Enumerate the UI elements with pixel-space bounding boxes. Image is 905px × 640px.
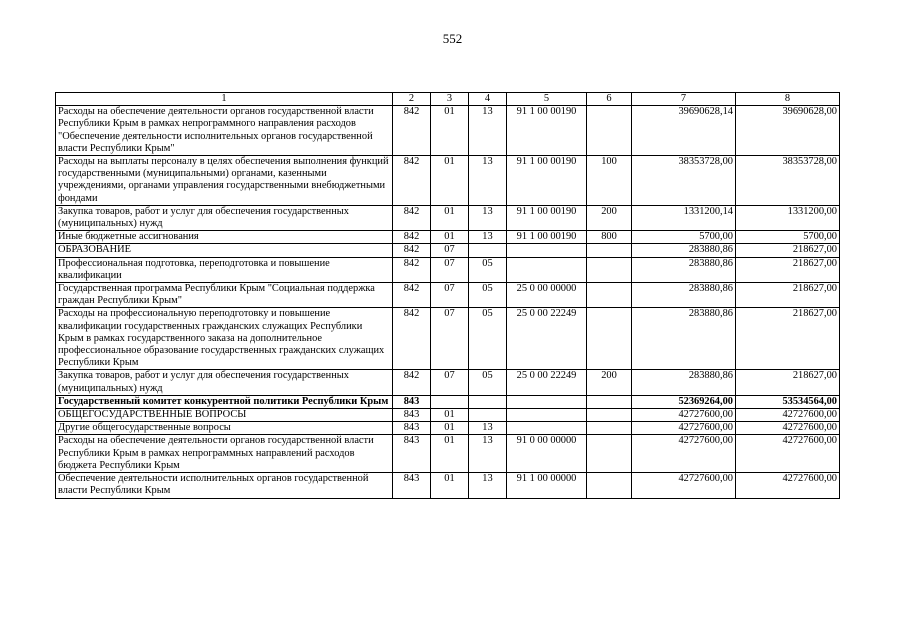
- table-row: [56, 409, 840, 422]
- row-col-4: 13: [469, 422, 507, 435]
- row-col-8: 218627,00: [736, 244, 840, 257]
- row-col-7: 1331200,14: [632, 205, 736, 230]
- row-col-2: 842: [393, 308, 431, 370]
- row-col-4: [469, 409, 507, 422]
- row-col-4: 13: [469, 231, 507, 244]
- table-row: [56, 473, 840, 498]
- table-row: [56, 435, 840, 473]
- row-col-4: 05: [469, 283, 507, 308]
- row-col-8: 218627,00: [736, 308, 840, 370]
- row-col-7: 283880,86: [632, 308, 736, 370]
- row-col-4: 13: [469, 473, 507, 498]
- table-row: [56, 106, 840, 156]
- row-col-4: 05: [469, 308, 507, 370]
- row-col-8: 218627,00: [736, 283, 840, 308]
- row-col-2: 842: [393, 283, 431, 308]
- row-col-3: 01: [431, 409, 469, 422]
- row-col-5: 91 1 00 00190: [507, 156, 587, 206]
- row-col-4: 13: [469, 435, 507, 473]
- row-col-2: 843: [393, 395, 431, 408]
- table-row: [56, 156, 840, 206]
- row-col-6: [587, 422, 632, 435]
- row-col-2: 842: [393, 257, 431, 282]
- row-col-8: 1331200,00: [736, 205, 840, 230]
- row-col-3: 07: [431, 257, 469, 282]
- row-col-3: 01: [431, 473, 469, 498]
- row-name: Расходы на выплаты персоналу в целях обеспечения выполнения функций государственными (муниципальными) органами, казенными учреждениями, органами управления государственными внебюджетными фондами: [56, 156, 393, 206]
- row-col-3: [431, 395, 469, 408]
- row-col-7: 283880,86: [632, 244, 736, 257]
- row-col-6: [587, 473, 632, 498]
- row-col-5: 91 1 00 00190: [507, 106, 587, 156]
- row-col-2: 843: [393, 435, 431, 473]
- row-col-7: 283880,86: [632, 370, 736, 395]
- row-col-6: 200: [587, 205, 632, 230]
- row-col-3: 01: [431, 435, 469, 473]
- row-col-2: 842: [393, 106, 431, 156]
- row-name: Другие общегосударственные вопросы: [56, 422, 393, 435]
- header-col-8: 8: [736, 93, 840, 106]
- row-col-3: 01: [431, 156, 469, 206]
- row-name: ОБРАЗОВАНИЕ: [56, 244, 393, 257]
- row-col-3: 01: [431, 106, 469, 156]
- row-col-6: 200: [587, 370, 632, 395]
- row-col-8: 5700,00: [736, 231, 840, 244]
- row-name: Расходы на обеспечение деятельности органов государственной власти Республики Крым в рамках непрограммных направлений расходов бюджета Республики Крым: [56, 435, 393, 473]
- row-col-6: 100: [587, 156, 632, 206]
- row-name: Профессиональная подготовка, переподготовка и повышение квалификации: [56, 257, 393, 282]
- row-col-7: 283880,86: [632, 257, 736, 282]
- row-col-2: 843: [393, 473, 431, 498]
- row-col-7: 42727600,00: [632, 473, 736, 498]
- row-col-8: 42727600,00: [736, 422, 840, 435]
- row-col-7: 42727600,00: [632, 435, 736, 473]
- header-col-1: 1: [56, 93, 393, 106]
- row-col-8: 42727600,00: [736, 435, 840, 473]
- budget-table: [55, 92, 840, 499]
- row-col-2: 842: [393, 370, 431, 395]
- row-name: Обеспечение деятельности исполнительных органов государственной власти Республики Крым: [56, 473, 393, 498]
- row-col-2: 842: [393, 231, 431, 244]
- row-col-7: 42727600,00: [632, 422, 736, 435]
- row-col-6: [587, 283, 632, 308]
- table-row: [56, 308, 840, 370]
- row-col-5: 25 0 00 22249: [507, 308, 587, 370]
- row-col-2: 843: [393, 409, 431, 422]
- row-col-6: 800: [587, 231, 632, 244]
- table-body: [56, 106, 840, 498]
- row-col-7: 39690628,14: [632, 106, 736, 156]
- table-row: [56, 283, 840, 308]
- header-row: [56, 93, 840, 106]
- row-col-4: 13: [469, 205, 507, 230]
- row-col-5: [507, 395, 587, 408]
- row-col-3: 01: [431, 422, 469, 435]
- row-col-6: [587, 308, 632, 370]
- row-name: Расходы на профессиональную переподготовку и повышение квалификации государственных гражданских служащих Республики Крым в рамках государственного заказа на дополнительное профессиональное образование государственных гражданских служащих Республики Крым: [56, 308, 393, 370]
- row-name: Государственная программа Республики Крым "Социальная поддержка граждан Республики Крым": [56, 283, 393, 308]
- row-col-7: 52369264,00: [632, 395, 736, 408]
- header-col-4: 4: [469, 93, 507, 106]
- row-col-3: 07: [431, 370, 469, 395]
- row-col-2: 842: [393, 244, 431, 257]
- row-col-3: 07: [431, 283, 469, 308]
- table-row: [56, 395, 840, 408]
- row-col-3: 01: [431, 205, 469, 230]
- table-row: [56, 257, 840, 282]
- row-col-2: 843: [393, 422, 431, 435]
- row-col-8: 218627,00: [736, 257, 840, 282]
- row-col-5: 91 1 00 00190: [507, 205, 587, 230]
- row-col-2: 842: [393, 205, 431, 230]
- table-row: [56, 205, 840, 230]
- row-col-4: 05: [469, 370, 507, 395]
- row-col-5: 91 0 00 00000: [507, 435, 587, 473]
- row-col-4: 13: [469, 106, 507, 156]
- row-col-7: 283880,86: [632, 283, 736, 308]
- row-col-5: [507, 257, 587, 282]
- row-col-6: [587, 409, 632, 422]
- row-col-3: 01: [431, 231, 469, 244]
- row-col-5: [507, 244, 587, 257]
- row-col-3: 07: [431, 308, 469, 370]
- row-col-5: [507, 409, 587, 422]
- row-col-6: [587, 435, 632, 473]
- header-col-5: 5: [507, 93, 587, 106]
- row-col-8: 42727600,00: [736, 409, 840, 422]
- row-col-8: 53534564,00: [736, 395, 840, 408]
- row-col-5: 25 0 00 00000: [507, 283, 587, 308]
- table-row: [56, 244, 840, 257]
- row-col-5: 91 1 00 00000: [507, 473, 587, 498]
- header-col-2: 2: [393, 93, 431, 106]
- row-col-6: [587, 244, 632, 257]
- row-name: Закупка товаров, работ и услуг для обеспечения государственных (муниципальных) нужд: [56, 370, 393, 395]
- row-name: ОБЩЕГОСУДАРСТВЕННЫЕ ВОПРОСЫ: [56, 409, 393, 422]
- table-row: [56, 422, 840, 435]
- page-number: 552: [442, 31, 463, 46]
- header-col-7: 7: [632, 93, 736, 106]
- header-col-3: 3: [431, 93, 469, 106]
- row-col-6: [587, 106, 632, 156]
- row-col-8: 39690628,00: [736, 106, 840, 156]
- table-row: [56, 370, 840, 395]
- row-name: Закупка товаров, работ и услуг для обеспечения государственных (муниципальных) нужд: [56, 205, 393, 230]
- row-col-5: [507, 422, 587, 435]
- row-col-5: 25 0 00 22249: [507, 370, 587, 395]
- row-col-8: 38353728,00: [736, 156, 840, 206]
- row-col-5: 91 1 00 00190: [507, 231, 587, 244]
- table-row: [56, 231, 840, 244]
- header-col-6: 6: [587, 93, 632, 106]
- row-col-2: 842: [393, 156, 431, 206]
- row-col-8: 42727600,00: [736, 473, 840, 498]
- row-col-3: 07: [431, 244, 469, 257]
- row-col-4: 05: [469, 257, 507, 282]
- row-col-7: 5700,00: [632, 231, 736, 244]
- row-col-6: [587, 257, 632, 282]
- row-col-6: [587, 395, 632, 408]
- row-col-4: [469, 244, 507, 257]
- row-col-4: [469, 395, 507, 408]
- row-name: Иные бюджетные ассигнования: [56, 231, 393, 244]
- row-name: Государственный комитет конкурентной политики Республики Крым: [56, 395, 393, 408]
- row-col-7: 42727600,00: [632, 409, 736, 422]
- row-name: Расходы на обеспечение деятельности органов государственной власти Республики Крым в рамках непрограммного направления расходов "Обеспечение деятельности исполнительных органов государственной власти Республики Крым": [56, 106, 393, 156]
- row-col-8: 218627,00: [736, 370, 840, 395]
- row-col-7: 38353728,00: [632, 156, 736, 206]
- row-col-4: 13: [469, 156, 507, 206]
